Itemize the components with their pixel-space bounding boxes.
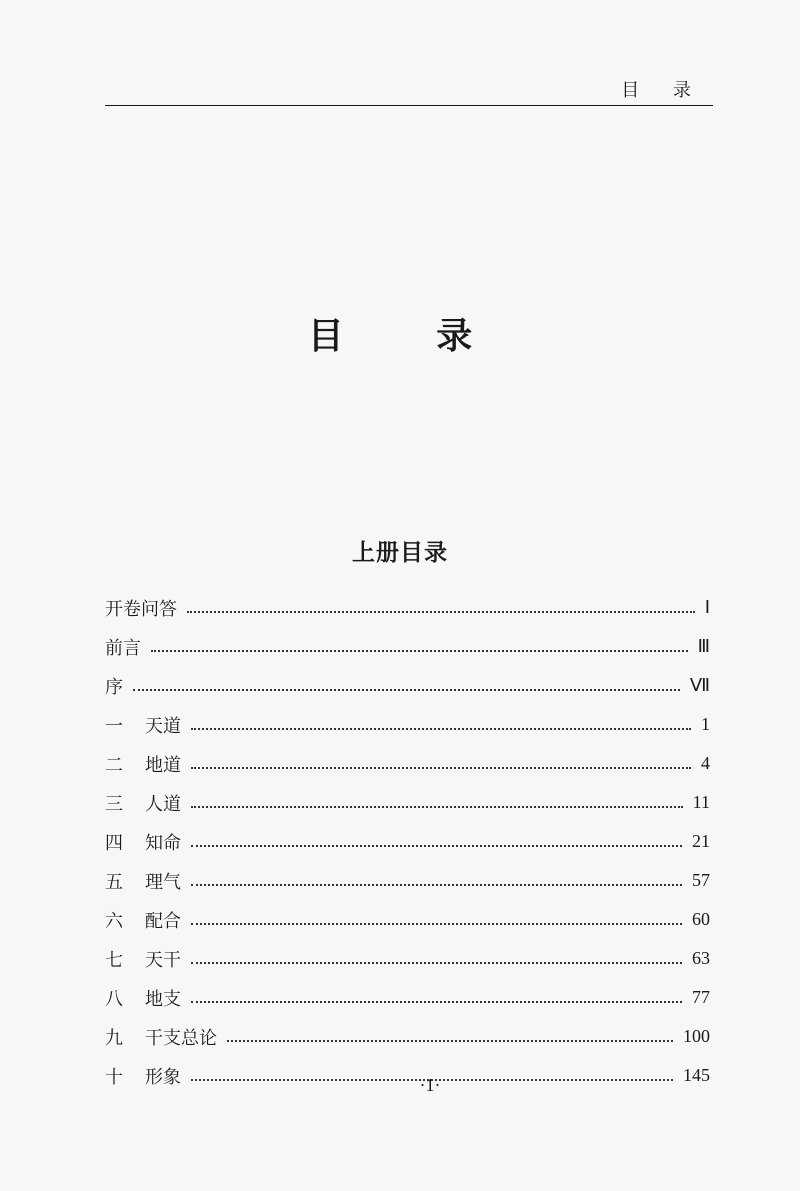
toc-entry-label: 天干 <box>145 949 181 971</box>
dot-leader <box>191 728 691 730</box>
toc-entry[interactable] <box>105 939 710 978</box>
toc-entry-number: 五 <box>105 871 123 893</box>
toc-entry-page: 60 <box>692 909 710 929</box>
toc-entry[interactable] <box>105 705 710 744</box>
toc-entry-number: 十 <box>105 1066 123 1088</box>
toc-entry[interactable] <box>105 822 710 861</box>
toc-entry-number: 四 <box>105 832 123 854</box>
toc-entry-label: 理气 <box>145 871 181 893</box>
toc-entry-label: 地道 <box>145 754 181 776</box>
toc-entry-number: 六 <box>105 910 123 932</box>
toc-entry[interactable] <box>105 1017 710 1056</box>
toc-entry-label: 干支总论 <box>145 1027 217 1049</box>
dot-leader <box>133 689 680 691</box>
header-rule <box>105 105 713 106</box>
dot-leader <box>191 806 683 808</box>
toc-entry-page: 100 <box>683 1026 710 1046</box>
toc-entry-label: 前言 <box>105 637 141 659</box>
toc-entry[interactable] <box>105 666 710 705</box>
toc-entry-number: 七 <box>105 949 123 971</box>
toc-entry-page: Ⅲ <box>697 636 710 656</box>
toc-entry-number: 二 <box>105 754 123 776</box>
toc-entry-page: 57 <box>692 870 710 890</box>
running-head: 目 录 <box>621 80 705 101</box>
toc-entry[interactable] <box>105 900 710 939</box>
toc-entry-page: Ⅶ <box>689 675 710 695</box>
toc-entry-page: 11 <box>692 792 710 812</box>
toc-entry-page: 21 <box>692 831 710 851</box>
toc-entry-label: 知命 <box>145 832 181 854</box>
toc-entry-label: 形象 <box>145 1066 181 1088</box>
toc-entry-page: Ⅰ <box>704 597 710 617</box>
toc-entry[interactable] <box>105 627 710 666</box>
page-title: 目 录 <box>307 316 513 357</box>
toc-entry-label: 配合 <box>145 910 181 932</box>
toc-entry-label: 地支 <box>145 988 181 1010</box>
toc-entry-label: 天道 <box>145 715 181 737</box>
toc-entry[interactable] <box>105 744 710 783</box>
toc-entry-label: 开卷问答 <box>105 598 177 620</box>
dot-leader <box>191 923 682 925</box>
table-of-contents <box>105 588 710 1095</box>
dot-leader <box>187 611 695 613</box>
toc-entry-number: 三 <box>105 793 123 815</box>
toc-entry-label: 人道 <box>145 793 181 815</box>
dot-leader <box>191 767 691 769</box>
toc-entry[interactable] <box>105 978 710 1017</box>
toc-entry[interactable] <box>105 861 710 900</box>
dot-leader <box>191 962 682 964</box>
toc-entry-page: 77 <box>692 987 710 1007</box>
toc-entry-number: 九 <box>105 1027 123 1049</box>
toc-entry-page: 1 <box>701 714 710 734</box>
toc-entry-page: 145 <box>683 1065 710 1085</box>
section-title: 上册目录 <box>352 540 448 566</box>
toc-entry[interactable] <box>105 783 710 822</box>
toc-entry-page: 4 <box>701 753 710 773</box>
toc-entry-label: 序 <box>105 676 123 698</box>
dot-leader <box>191 884 682 886</box>
toc-entry[interactable] <box>105 588 710 627</box>
toc-entry-number: 八 <box>105 988 123 1010</box>
dot-leader <box>191 1001 682 1003</box>
dot-leader <box>151 650 688 652</box>
toc-entry-number: 一 <box>105 715 123 737</box>
toc-entry-page: 63 <box>692 948 710 968</box>
page-number: ·1· <box>419 1075 441 1095</box>
dot-leader <box>191 845 682 847</box>
dot-leader <box>227 1040 673 1042</box>
